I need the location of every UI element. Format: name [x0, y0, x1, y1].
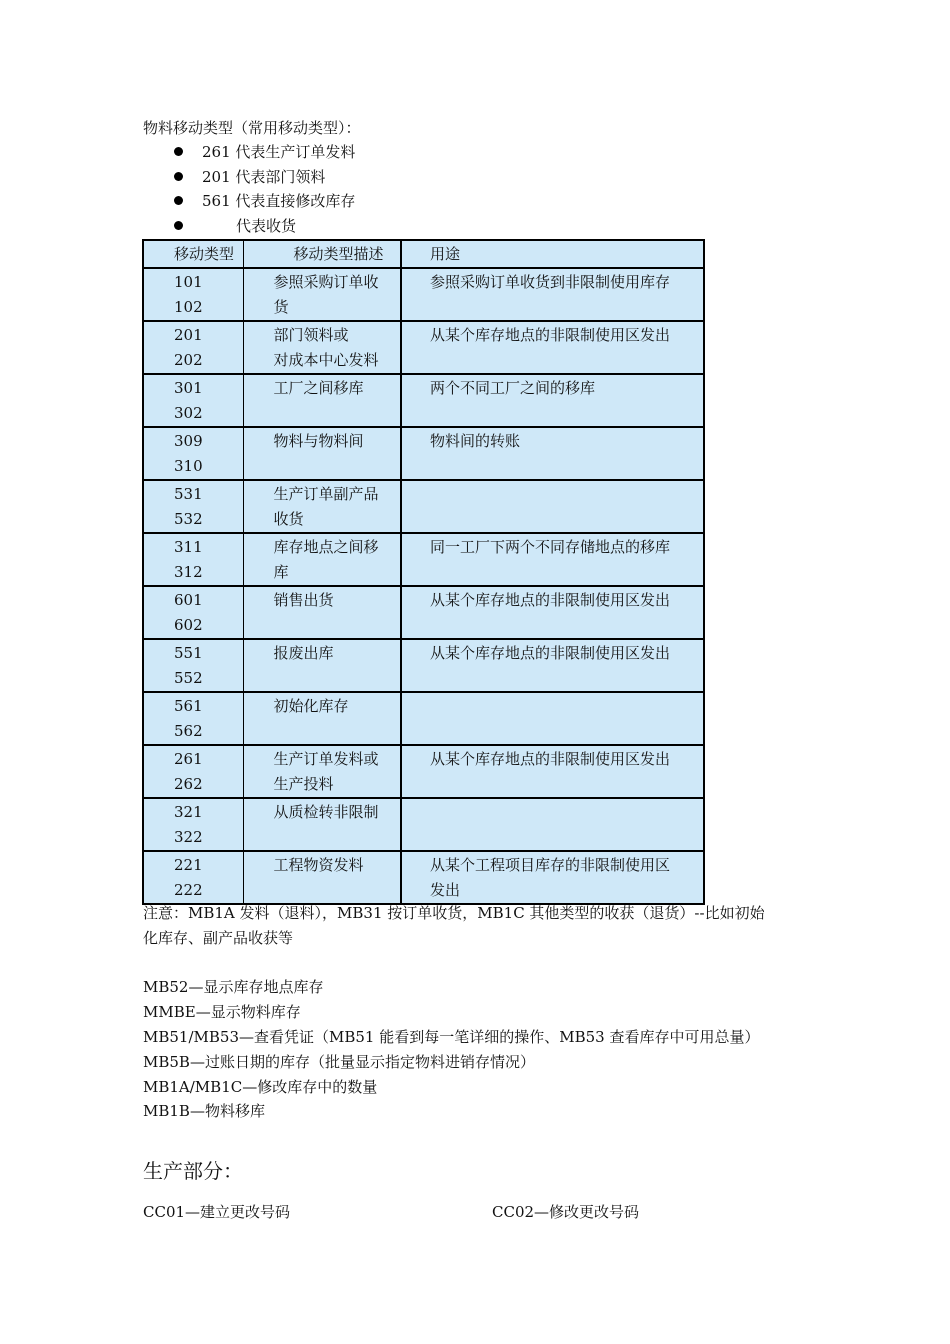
cell-text: 报废出库 — [273, 644, 334, 662]
tcode-cc01: CC01—建立更改号码 — [143, 1203, 291, 1221]
cell-text: 221 — [174, 856, 203, 874]
cell-movement-type — [143, 374, 243, 427]
cell-text: 物料与物料间 — [273, 432, 364, 450]
cell-text: 302 — [174, 404, 203, 422]
cell-description — [243, 586, 401, 639]
cell-description — [243, 798, 401, 851]
cell-text: 602 — [174, 616, 203, 634]
cell-usage — [401, 268, 704, 321]
table-row — [143, 321, 704, 374]
cell-text: 工厂之间移库 — [273, 379, 364, 397]
cell-text: 生产订单发料或 — [273, 750, 379, 768]
cell-text: 从某个库存地点的非限制使用区发出 — [430, 326, 671, 344]
cell-text: 551 — [174, 644, 203, 662]
cell-description — [243, 692, 401, 745]
cell-text: 从某个库存地点的非限制使用区发出 — [430, 591, 671, 609]
cell-text: 309 — [174, 432, 203, 450]
table-row — [143, 480, 704, 533]
bullet-dot-icon — [174, 196, 183, 205]
cell-description — [243, 268, 401, 321]
tcode-cc02: CC02—修改更改号码 — [492, 1203, 640, 1221]
cell-text: 工程物资发料 — [273, 856, 364, 874]
cell-description — [243, 639, 401, 692]
cell-usage — [401, 639, 704, 692]
cell-text: 同一工厂下两个不同存储地点的移库 — [430, 538, 671, 556]
cell-text: 321 — [174, 803, 203, 821]
bullet-dot-icon — [174, 172, 183, 181]
bullet-dot-icon — [174, 147, 183, 156]
cell-description — [243, 745, 401, 798]
bullet-text: 261 代表生产订单发料 — [202, 143, 356, 161]
cell-text: 对成本中心发料 — [273, 351, 379, 369]
table-row — [143, 745, 704, 798]
cell-text: 参照采购订单收 — [273, 273, 379, 291]
cell-usage — [401, 321, 704, 374]
cell-description — [243, 427, 401, 480]
cell-usage — [401, 798, 704, 851]
bullet-text: 201 代表部门领料 — [202, 168, 326, 186]
cell-text: 531 — [174, 485, 203, 503]
cell-usage — [401, 692, 704, 745]
cell-text: 261 — [174, 750, 203, 768]
cell-text: 初始化库存 — [273, 697, 349, 715]
cell-movement-type — [143, 480, 243, 533]
cell-usage — [401, 374, 704, 427]
cell-text: 102 — [174, 298, 203, 316]
bullet-text: 561 代表直接修改库存 — [202, 192, 356, 210]
cell-usage — [401, 745, 704, 798]
table-header-row — [143, 240, 704, 268]
cell-movement-type — [143, 533, 243, 586]
cell-text: 322 — [174, 828, 203, 846]
cell-text: 561 — [174, 697, 203, 715]
list-item: MB51/MB53—查看凭证（MB51 能看到每一笔详细的操作、MB53 查看库存中可用总量） — [143, 1028, 760, 1046]
cell-text: 收货 — [273, 510, 304, 528]
note-line-2: 化库存、副产品收获等 — [143, 929, 294, 947]
table-row — [143, 533, 704, 586]
cell-movement-type — [143, 639, 243, 692]
cell-movement-type — [143, 745, 243, 798]
cell-text: 从某个工程项目库存的非限制使用区 — [430, 856, 671, 874]
movement-type-table — [142, 239, 705, 905]
cell-text: 311 — [174, 538, 203, 556]
cell-text: 生产订单副产品 — [273, 485, 379, 503]
table-row — [143, 586, 704, 639]
cell-description — [243, 321, 401, 374]
cell-text: 101 — [174, 273, 203, 291]
cell-text: 552 — [174, 669, 203, 687]
list-item: MB1A/MB1C—修改库存中的数量 — [143, 1078, 378, 1096]
cell-usage — [401, 533, 704, 586]
note-line-1: 注意：MB1A 发料（退料），MB31 按订单收货，MB1C 其他类型的收获（退货）--比如初始 — [143, 904, 765, 922]
cell-usage — [401, 427, 704, 480]
cell-movement-type — [143, 586, 243, 639]
cell-text: 从某个库存地点的非限制使用区发出 — [430, 750, 671, 768]
cell-movement-type — [143, 321, 243, 374]
cell-movement-type — [143, 692, 243, 745]
table-row — [143, 374, 704, 427]
cell-text: 从质检转非限制 — [273, 803, 379, 821]
cell-usage — [401, 480, 704, 533]
cell-text: 562 — [174, 722, 203, 740]
section-heading-production: 生产部分： — [143, 1159, 243, 1183]
header-cell-use: 用途 — [401, 240, 704, 268]
cell-text: 销售出货 — [273, 591, 334, 609]
cell-text: 库存地点之间移 — [273, 538, 379, 556]
cell-text: 物料间的转账 — [430, 432, 521, 450]
cell-usage — [401, 586, 704, 639]
intro-text: 物料移动类型（常用移动类型）： — [143, 119, 361, 137]
cell-text: 生产投料 — [273, 775, 334, 793]
cell-text: 262 — [174, 775, 203, 793]
cell-text: 两个不同工厂之间的移库 — [430, 379, 596, 397]
cell-movement-type — [143, 427, 243, 480]
cell-text: 310 — [174, 457, 203, 475]
bullet-dot-icon — [174, 221, 183, 230]
cell-text: 532 — [174, 510, 203, 528]
cell-text: 从某个库存地点的非限制使用区发出 — [430, 644, 671, 662]
cell-text: 222 — [174, 881, 203, 899]
cell-text: 货 — [273, 298, 289, 316]
cell-text: 部门领料或 — [273, 326, 349, 344]
cell-movement-type — [143, 851, 243, 904]
table-row — [143, 798, 704, 851]
table-row — [143, 639, 704, 692]
cell-text: 参照采购订单收货到非限制使用库存 — [430, 273, 671, 291]
cell-movement-type — [143, 268, 243, 321]
cell-text: 202 — [174, 351, 203, 369]
cell-text: 601 — [174, 591, 203, 609]
cell-description — [243, 533, 401, 586]
cell-description — [243, 851, 401, 904]
bullet-text: 代表收货 — [236, 217, 297, 235]
list-item: MB5B—过账日期的库存（批量显示指定物料进销存情况） — [143, 1053, 535, 1071]
table-row — [143, 427, 704, 480]
cell-description — [243, 374, 401, 427]
cell-movement-type — [143, 798, 243, 851]
cell-text: 312 — [174, 563, 203, 581]
table-row — [143, 692, 704, 745]
cell-text: 库 — [273, 563, 289, 581]
cell-text: 发出 — [430, 881, 461, 899]
header-cell-type: 移动类型 — [143, 240, 243, 268]
table-row — [143, 851, 704, 904]
list-item: MMBE—显示物料库存 — [143, 1003, 301, 1021]
cell-text: 301 — [174, 379, 203, 397]
cell-text: 201 — [174, 326, 203, 344]
list-item: MB52—显示库存地点库存 — [143, 978, 324, 996]
table-row — [143, 268, 704, 321]
cell-usage — [401, 851, 704, 904]
list-item: MB1B—物料移库 — [143, 1102, 265, 1120]
header-cell-desc: 移动类型描述 — [243, 240, 401, 268]
cell-description — [243, 480, 401, 533]
